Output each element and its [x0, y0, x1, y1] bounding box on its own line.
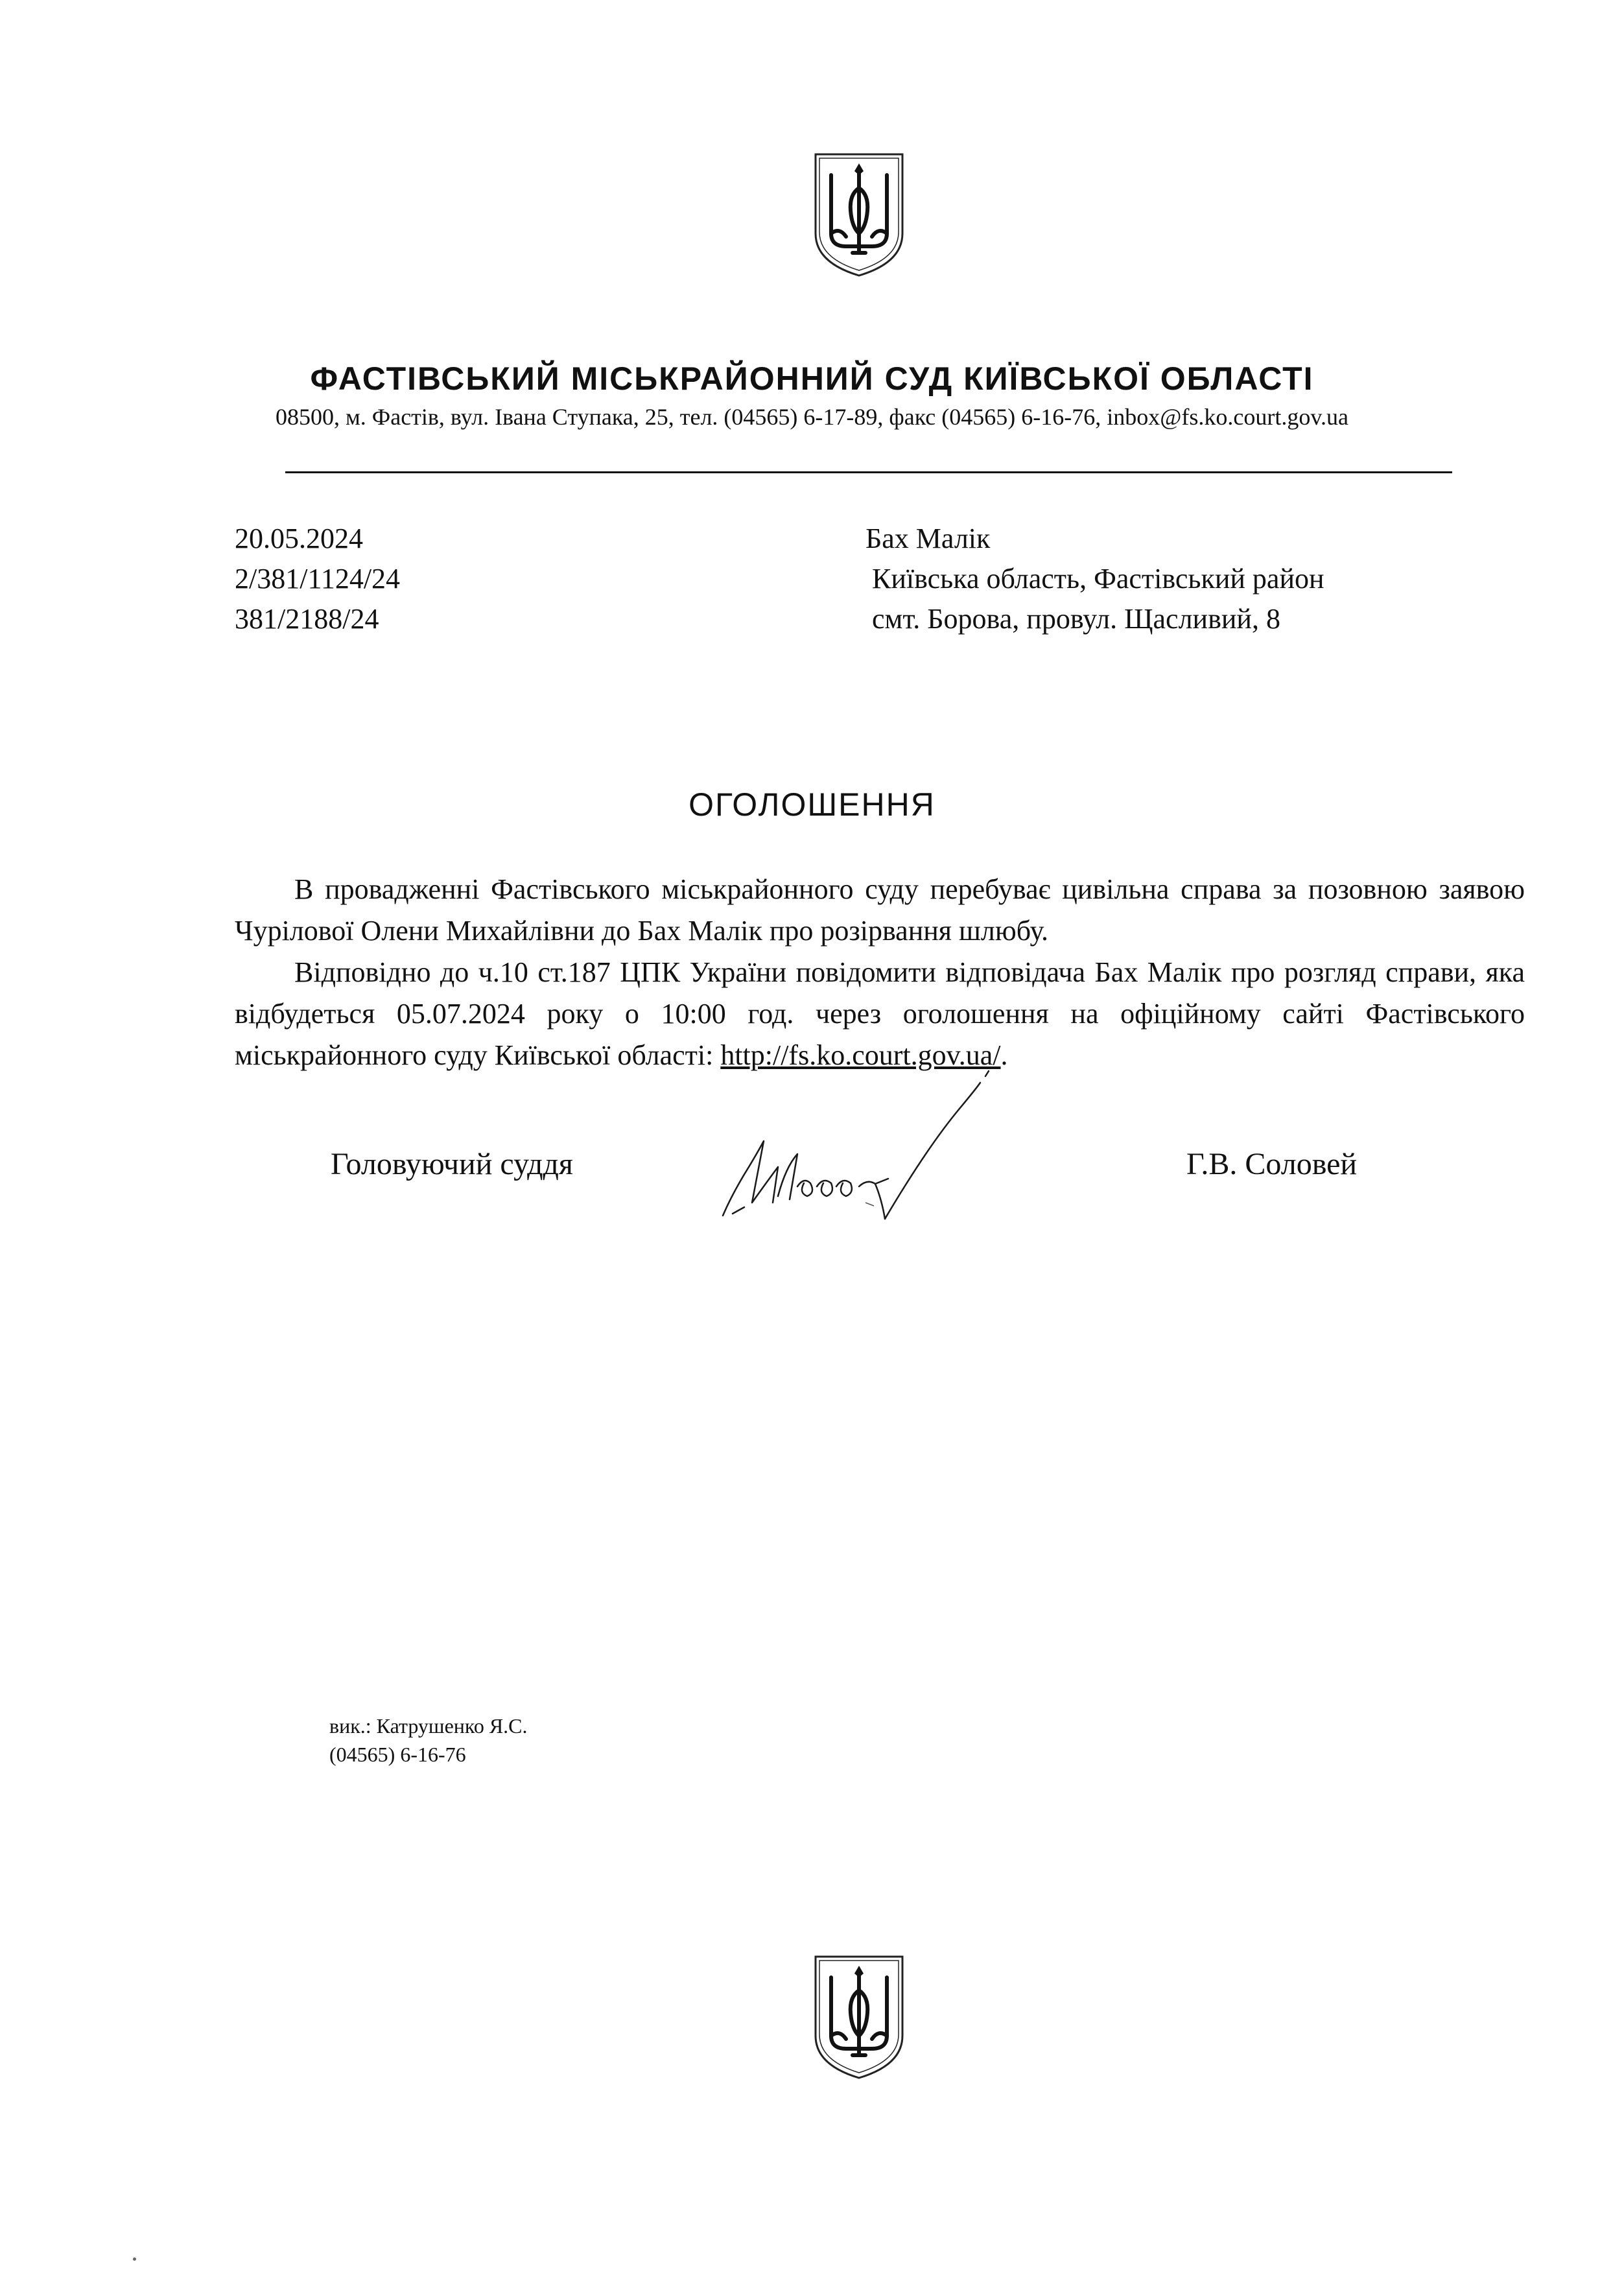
executor-info — [329, 1712, 528, 1769]
body-paragraph: В провадженні Фастівського міськрайонного суду перебуває цивільна справа за позовною заявою Чурілової Олени Михайлівни до Бах Малік про розірвання шлюбу. — [235, 873, 1525, 947]
document-date: 20.05.2024 — [235, 523, 363, 554]
trident-emblem-icon — [810, 1951, 908, 2081]
document-meta — [235, 519, 400, 639]
case-number: 381/2188/24 — [235, 603, 379, 635]
document-title: ОГОЛОШЕННЯ — [688, 786, 936, 823]
recipient-address: смт. Борова, провул. Щасливий, 8 — [872, 603, 1280, 635]
handwritten-signature — [713, 1063, 1063, 1258]
recipient-name: Бах Малік — [865, 523, 991, 554]
court-name: ФАСТІВСЬКИЙ МІСЬКРАЙОННИЙ СУД КИЇВСЬКОЇ ОБЛАСТІ — [310, 360, 1314, 397]
judge-position: Головуючий суддя — [331, 1147, 573, 1181]
scan-artifact — [133, 2257, 136, 2261]
recipient-region: Київська область, Фастівський район — [872, 563, 1324, 595]
trident-emblem-icon — [810, 149, 908, 279]
body-paragraph-text: Відповідно до ч.10 ст.187 ЦПК України повідомити відповідача Бах Малік про розгляд справи, яка відбудеться 05.07.2024 року о 10:00 год. через оголошення на офіційному сайті Фастівського міськрайонного суду Київської області: — [235, 956, 1525, 1071]
recipient-block — [865, 519, 1324, 639]
document-body — [235, 869, 1525, 1076]
court-address: 08500, м. Фастів, вул. Івана Ступака, 25, тел. (04565) 6-17-89, факс (04565) 6-16-76, inbox@fs.ko.court.gov.ua — [276, 404, 1348, 430]
judge-name: Г.В. Соловей — [1186, 1147, 1358, 1181]
executor-phone: (04565) 6-16-76 — [329, 1743, 466, 1766]
body-paragraph — [235, 952, 1525, 1076]
reference-number: 2/381/1124/24 — [235, 563, 401, 595]
paragraph-end: . — [1000, 1039, 1008, 1071]
court-website-link[interactable]: http://fs.ko.court.gov.ua/ — [720, 1039, 1001, 1071]
executor-name: вик.: Катрушенко Я.С. — [329, 1714, 528, 1738]
header-divider — [285, 471, 1452, 473]
